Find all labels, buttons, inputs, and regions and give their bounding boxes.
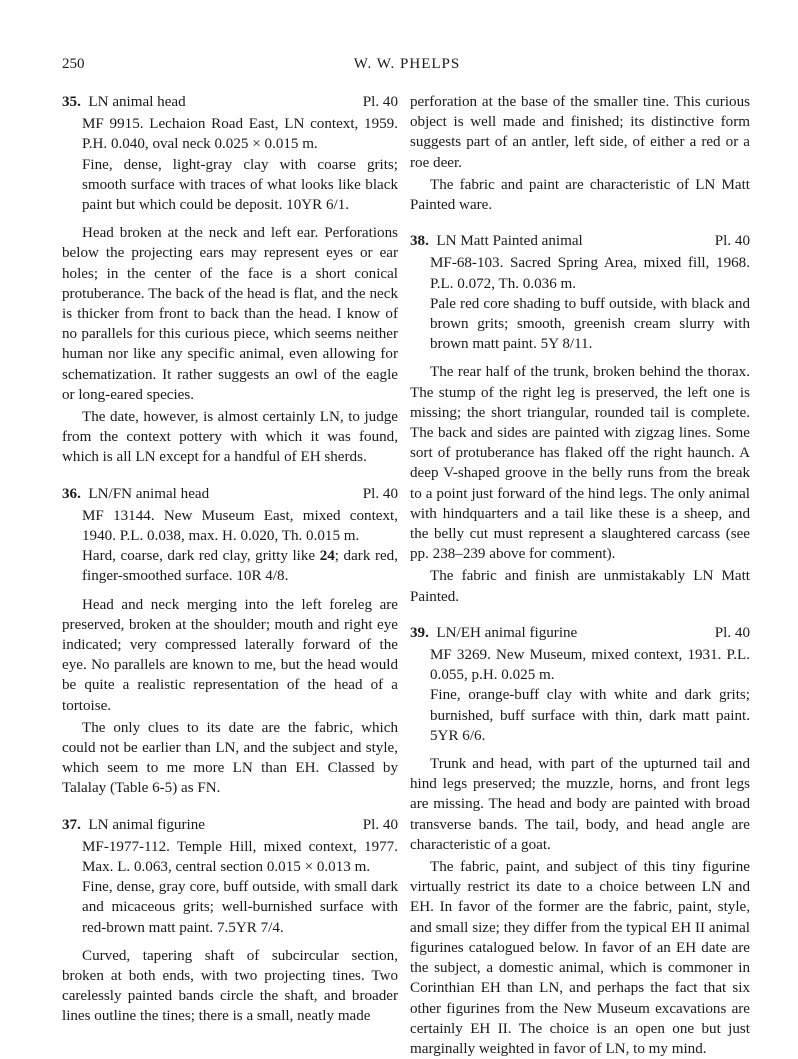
catalogue-ref: 24: [319, 548, 335, 565]
entry-35-desc: Fine, dense, light-gray clay with coarse grits; smooth surface with traces of what looks like black paint but which could be deposit. 10YR 6/1.: [82, 156, 398, 213]
plate-ref: Pl. 40: [362, 94, 398, 110]
entry-number: 37.: [62, 816, 81, 833]
entry-36-para-2: The only clues to its date are the fabric, which could not be earlier than LN, and the subject and style, which seem to me more LN than EH. Classed by Talalay (Table 6-5) as FN.: [62, 719, 398, 797]
entry-number: 36.: [62, 485, 81, 502]
entry-36-para-1: Head and neck merging into the left foreleg are preserved, broken at the shoulder; mouth and right eye indicated; very compressed laterally forward of the eye. No parallels are known to me, but the head would be quite a realistic representation of the head of a tortoise.: [62, 596, 398, 714]
entry-title-text: LN animal head: [88, 94, 186, 110]
entry-36-title: [62, 484, 398, 504]
entry-38-para-2: The fabric and finish are unmistakably LN Matt Painted.: [410, 568, 750, 605]
entry-39-para-1: Trunk and head, with part of the upturned tail and hind legs preserved; the muzzle, horns, and front legs are missing. The head and body are painted with broad transverse bands. The tail, body, and head angle are characteristic of a goat.: [410, 756, 750, 853]
desc-text: ; dark red, finger-smoothed surface. 10R 4/8.: [82, 548, 398, 585]
entry-35-meta: MF 9915. Lechaion Road East, LN context, 1959. P.H. 0.040, oval neck 0.025 × 0.015 m.: [82, 116, 398, 153]
entry-39-title: [410, 623, 750, 643]
entry-39-meta: MF 3269. New Museum, mixed context, 1931. P.L. 0.055, p.H. 0.025 m.: [430, 647, 750, 684]
entry-title-text: LN/FN animal head: [88, 485, 210, 502]
entry-36-meta: MF 13144. New Museum East, mixed context, 1940. P.L. 0.038, max. H. 0.020, Th. 0.015 m.: [82, 507, 398, 545]
entry-35-para-2: The date, however, is almost certainly LN, to judge from the context pottery with which it was found, which is all LN except for a handful of EH sherds.: [62, 409, 398, 466]
entry-title-text: LN animal figurine: [88, 816, 205, 833]
entry-35-para-1: Head broken at the neck and left ear. Perforations below the projecting ears may represent eyes or ear holes; in the center of the face is a short conical protuberance. The back of the head is flat, and the neck is thicker from front to back than the head. I know of no parallels for this curious piece, which seems neither human nor like any specific animal, even allowing for schematization. It rather suggests an owl of the eagle or long-eared species.: [62, 225, 398, 403]
entry-37-continuation: perforation at the base of the smaller tine. This curious object is well made and finished; its distinctive form suggests part of an antler, left side, of either a red or a roe deer.: [410, 94, 750, 171]
entry-37-para-2: The fabric and paint are characteristic of LN Matt Painted ware.: [410, 176, 750, 214]
entry-38-meta: MF-68-103. Sacred Spring Area, mixed fill, 1968. P.L. 0.072, Th. 0.036 m.: [430, 255, 750, 292]
entry-35-title: [62, 92, 398, 112]
entry-title-text: LN Matt Painted animal: [436, 233, 583, 250]
entry-37-para-1: Curved, tapering shaft of subcircular section, broken at both ends, with two projecting tines. Two carelessly painted bands circle the shaft, and broader lines outline the tines; there is a small, neatly made: [62, 947, 398, 1025]
entry-38-desc: Pale red core shading to buff outside, with black and brown grits; smooth, greenish cream slurry with brown matt paint. 5Y 8/11.: [430, 295, 750, 353]
page-number: 250: [62, 56, 85, 72]
entry-39-desc: Fine, orange-buff clay with white and dark grits; burnished, buff surface with thin, dark matt paint. 5YR 6/6.: [430, 687, 750, 744]
running-author: W. W. PHELPS: [353, 56, 461, 72]
entry-37-meta: MF-1977-112. Temple Hill, mixed context, 1977. Max. L. 0.063, central section 0.015 × 0.013 m.: [82, 838, 398, 876]
running-header: [62, 56, 752, 76]
plate-ref: Pl. 40: [714, 624, 750, 641]
entry-36-desc: [82, 546, 398, 586]
entry-number: 38.: [410, 233, 429, 250]
plate-ref: Pl. 40: [714, 233, 750, 250]
right-column: [410, 92, 750, 1059]
entry-title-text: LN/EH animal figurine: [436, 624, 578, 641]
entry-39-para-2: The fabric, paint, and subject of this tiny figurine virtually restrict its date to a choice between LN and EH. In favor of the former are the fabric, paint, style, and small size; they differ from the typical EH II animal figurines catalogued below. In favor of an EH date are the subject, a domestic animal, which is commoner in Corinthian EH than LN, and perhaps the fact that six other figurines from the New Museum excavations are certainly EH II. The choice is an open one but just marginally weighted in favor of LN, to my mind.: [410, 859, 750, 1057]
entry-37-desc: Fine, dense, gray core, buff outside, with small dark and micaceous grits; well-burnished surface with red-brown matt paint. 7.5YR 7/4.: [82, 879, 398, 936]
entry-38-title: [410, 231, 750, 251]
entry-37-title: [62, 815, 398, 835]
desc-text: Hard, coarse, dark red clay, gritty like: [82, 548, 320, 565]
entry-38-para-1: The rear half of the trunk, broken behind the thorax. The stump of the right leg is preserved, the left one is missing; the short triangular, rounded tail is complete. The back and sides are painted with zigzag lines. Some sort of protuberance has flaked off the right haunch. A deep V-shaped groove in the belly runs from the break to a point just forward of the hind legs. The only animal with hindquarters and a tail like these is a sheep, and the belly cut must represent a slaughtered carcass (see pp. 238–239 above for comment).: [410, 364, 750, 563]
entry-number: 35.: [62, 94, 81, 110]
plate-ref: Pl. 40: [362, 485, 398, 502]
left-column: [62, 92, 398, 1027]
plate-ref: Pl. 40: [362, 816, 398, 833]
entry-number: 39.: [410, 624, 429, 641]
